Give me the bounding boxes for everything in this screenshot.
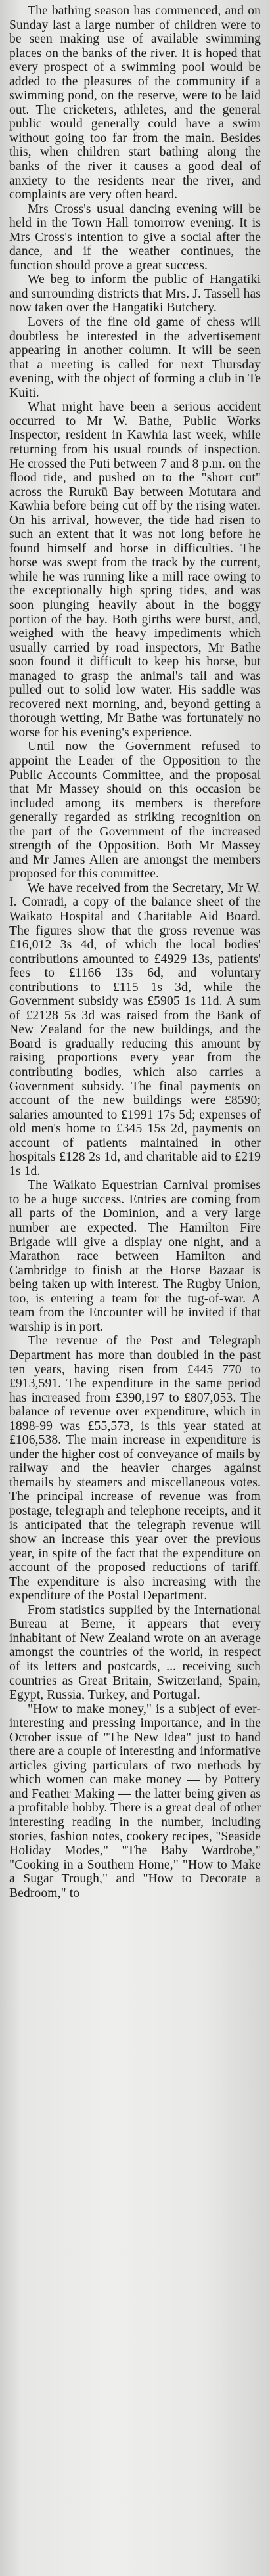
news-item-hospital-board: We have received from the Secretary, Mr W. I. Conradi, a copy of the balance sheet of the Waikato Hospital and Charitable Aid Board. The figures show that the gross revenue was £16,012 3s 4d, of which the local bodies' contributions amounted to £4929 13s, patients' fees to £1166 13s 6d, and voluntary contributions to £115 1s 3d, while the Government subsidy was £5905 1s 11d. A sum of £2128 5s 3d was raised from the Bank of New Zealand for the new buildings, and the Board is gradually reducing this amount by raising proportions every year from the contributing bodies, which also carries a Government subsidy. The final payments on account of the new buildings were £8590; salaries amounted to £1991 17s 5d; expenses of old men's home to £345 15s 2d, payments on account of patients maintained in other hospitals £128 2s 1d, and charitable aid to £219 1s 1d.: [9, 881, 261, 1178]
news-item-dance: Mrs Cross's usual dancing evening will be held in the Town Hall tomorrow evening. It is Mrs Cross's intention to give a social after the dance, and if the weather continues, the function should prove a great success.: [9, 202, 261, 273]
news-item-bathing: The bathing season has commenced, and on Sunday last a large number of children were to be seen making use of available swimming places on the banks of the river. It is hoped that every prospect of a swimming pool would be added to the pleasures of the community if a swimming pond, on the reserve, were to be laid out. The cricketers, athletes, and the general public would generally could have a swim without going too far from the main. Besides this, when children start bathing along the banks of the river it causes a good deal of anxiety to the residents near the river, and complaints are very often heard.: [9, 4, 261, 202]
news-column: [9, 4, 261, 2572]
news-item-chess: Lovers of the fine old game of chess will doubtless be interested in the advertisement appearing in another column. It will be seen that a meeting is called for next Thursday evening, with the object of forming a club in Te Kuiti.: [9, 315, 261, 400]
news-item-accident: What might have been a serious accident occurred to Mr W. Bathe, Public Works Inspector, resident in Kawhia last week, while returning from his usual rounds of inspection. He crossed the Puti between 7 and 8 p.m. on the flood tide, and pushed on to the "short cut" across the Rurukū Bay between Motutara and Kawhia before being cut off by the rising water. On his arrival, however, the tide had risen to such an extent that it was not long before he found himself and horse in difficulties. The horse was swept from the track by the current, while he was running like a mill race owing to the exceptionally high spring tides, and was soon plunging heavily about in the boggy portion of the bay. Both girths were burst, and, weighed with the heavy impediments which usually carried by road inspectors, Mr Bathe soon found it difficult to keep his horse, but managed to grasp the animal's tail and was pulled out to solid low water. His saddle was recovered next morning, and, beyond getting a thorough wetting, Mr Bathe was fortunately no worse for his evening's experience.: [9, 400, 261, 740]
news-item-public-accounts: Until now the Government refused to appoint the Leader of the Opposition to the Public Accounts Committee, and the proposal that Mr Massey should on this occasion be included among its members is therefore generally regarded as striking recognition on the part of the Government of the increased strength of the Opposition. Both Mr Massey and Mr James Allen are amongst the members proposed for this committee.: [9, 740, 261, 881]
news-item-statistics: From statistics supplied by the International Bureau at Berne, it appears that every inhabitant of New Zealand wrote on an average amongst the countries of the world, in respect of its letters and postcards, ... receiving such countries as Great Britain, Switzerland, Spain, Egypt, Russia, Turkey, and Portugal.: [9, 1603, 261, 1702]
news-item-carnival: The Waikato Equestrian Carnival promises to be a huge success. Entries are coming from all parts of the Dominion, and a very large number are expected. The Hamilton Fire Brigade will give a display one night, and a Marathon race between Hamilton and Cambridge to finish at the Horse Bazaar is being taken up with interest. The Rugby Union, too, is entering a team for the tug-of-war. A team from the Encounter will be invited if that warship is in port.: [9, 1178, 261, 1334]
news-item-butchery: We beg to inform the public of Hangatiki and surrounding districts that Mrs. J. Tassell has now taken over the Hangatiki Butchery.: [9, 273, 261, 315]
news-item-post-telegraph: The revenue of the Post and Telegraph Department has more than doubled in the past ten years, having risen from £445 770 to £913,591. The expenditure in the same period has increased from £390,197 to £807,053. The balance of revenue over expenditure, which in 1898-99 was £55,573, is this year stated at £106,538. The main increase in expenditure is under the higher cost of conveyance of mails by railway and the heavier charges against themails by steamers and miscellaneous votes. The principal increase of revenue was from postage, telegraph and telephone receipts, and it is anticipated that the telegraph revenue will show an increase this year over the previous year, in spite of the fact that the expenditure on account of the proposed reductions of tariff. The expenditure is also increasing with the expenditure of the Postal Department.: [9, 1334, 261, 1603]
news-item-new-idea: "How to make money," is a subject of ever-interesting and pressing importance, and in the October issue of "The New Idea" just to hand there are a couple of interesting and informative articles giving particulars of two methods by which women can make money — by Pottery and Feather Making — the latter being given as a profitable hobby. There is a great deal of other interesting reading in the number, including stories, fashion notes, cookery recipes, "Seaside Holiday Modes," "The Baby Wardrobe," "Cooking in a Southern Home," "How to Make a Sugar Trough," and "How to Decorate a Bedroom," to: [9, 1702, 261, 1900]
